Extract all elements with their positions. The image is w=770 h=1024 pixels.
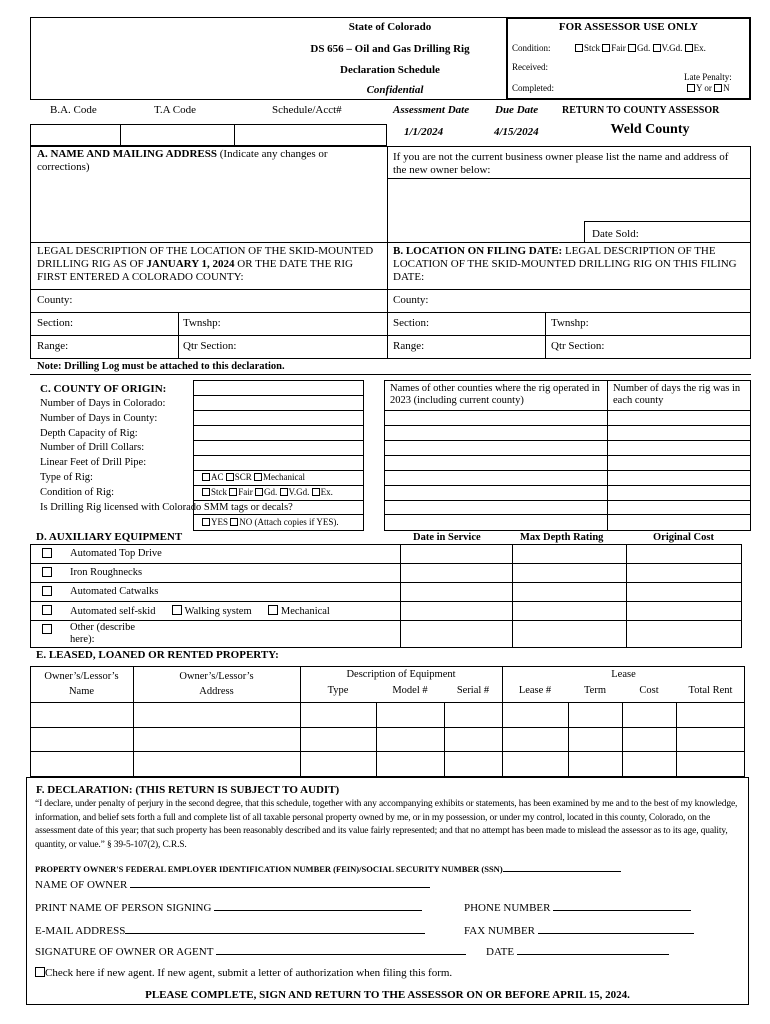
due-date-label: Due Date: [495, 104, 539, 116]
counties-header: Names of other counties where the rig operated in 2023 (including current county): [390, 383, 600, 406]
new-agent-row: Check here if new agent. If new agent, submit a letter of authorization when filing this form.: [35, 967, 452, 979]
section-c-title: C. COUNTY OF ORIGIN:: [40, 383, 167, 395]
aux-other-label: Other (describe here):: [70, 622, 136, 645]
fein-field[interactable]: [503, 862, 621, 872]
rig-ex-checkbox[interactable]: Ex.: [312, 487, 333, 497]
received-label: Received:: [512, 62, 548, 72]
days-in-colorado-label: Number of Days in Colorado:: [40, 398, 166, 409]
assessment-date-value: 1/1/2024: [404, 126, 444, 138]
late-penalty-y-checkbox[interactable]: Y or: [687, 83, 712, 93]
roughnecks-checkbox[interactable]: [42, 567, 52, 577]
section-f-title: F. DECLARATION: (THIS RETURN IS SUBJECT TO AUDIT): [36, 784, 340, 796]
fax-field[interactable]: [538, 924, 694, 934]
date-sold-label: Date Sold:: [592, 228, 639, 240]
rig-gd-checkbox[interactable]: Gd.: [255, 487, 277, 497]
filing-range-label: Range:: [393, 340, 425, 352]
rig-ac-checkbox[interactable]: AC: [202, 472, 224, 482]
declaration-text: “I declare, under penalty of perjury in the second degree, that this schedule, together with any accompanying exhibits or statements, has been examined by me and to the best of my knowledge, information, and belief sets forth a full and complete list of all taxable personal property owned by me, or in my possession, or under my control, located in this county, Colorado, on the assessment date of this year; that such property has been reasonably described and its value fairly represented; and that no attempt has been made to mislead the assessor as to its age, quality, quantity, or value.” § 39-5-107(2), C.R.S.: [35, 799, 738, 850]
section-d-title: D. AUXILIARY EQUIPMENT: [36, 531, 183, 543]
rig-vgd-checkbox[interactable]: V.Gd.: [280, 487, 310, 497]
signature-field[interactable]: [216, 945, 466, 955]
serial-header: Serial #: [456, 685, 490, 696]
aux-catwalks-row[interactable]: [42, 586, 52, 598]
rig-type-options: [202, 472, 305, 482]
date-field[interactable]: [517, 945, 669, 955]
condition-gd-checkbox[interactable]: Gd.: [628, 43, 650, 53]
col-max-depth: Max Depth Rating: [520, 532, 604, 543]
section-a-title: A. NAME AND MAILING ADDRESS (Indicate any changes or corrections): [37, 148, 328, 173]
top-drive-checkbox[interactable]: [42, 548, 52, 558]
term-header: Term: [583, 685, 606, 696]
aux-selfskid-label: Automated self-skid Walking system Mechanical: [70, 606, 330, 617]
filing-section-label: Section:: [393, 317, 430, 329]
lease-no-header: Lease #: [518, 685, 552, 696]
rig-fair-checkbox[interactable]: Fair: [229, 487, 253, 497]
description-header: Description of Equipment: [346, 669, 456, 680]
rig-mechanical-checkbox[interactable]: Mechanical: [254, 472, 305, 482]
model-header: Model #: [392, 685, 428, 696]
section-e-title: E. LEASED, LOANED OR RENTED PROPERTY:: [36, 649, 279, 661]
origin-range-label: Range:: [37, 340, 69, 352]
aux-top-drive-label: Automated Top Drive: [70, 548, 162, 559]
drill-collars-label: Number of Drill Collars:: [40, 442, 145, 454]
fax-label: FAX NUMBER: [464, 924, 694, 937]
print-name-label: PRINT NAME OF PERSON SIGNING: [35, 901, 422, 914]
aux-selfskid-row[interactable]: [42, 605, 52, 617]
rig-stck-checkbox[interactable]: Stck: [202, 487, 227, 497]
email-field[interactable]: [125, 924, 425, 934]
schedule-acct-field[interactable]: [234, 124, 387, 146]
assessor-use-title: FOR ASSESSOR USE ONLY: [558, 21, 699, 33]
smm-options: [202, 517, 339, 527]
return-to-assessor: RETURN TO COUNTY ASSESSOR: [562, 105, 720, 116]
phone-field[interactable]: [553, 901, 691, 911]
col-original-cost: Original Cost: [653, 532, 714, 543]
days-header: Number of days the rig was in each county: [613, 383, 741, 406]
email-label: E-MAIL ADDRESS: [35, 924, 425, 937]
condition-stck-checkbox[interactable]: Stck: [575, 43, 600, 53]
mechanical-checkbox[interactable]: Mechanical: [268, 606, 330, 617]
late-penalty-n-checkbox[interactable]: N: [714, 83, 730, 93]
depth-capacity-label: Depth Capacity of Rig:: [40, 427, 138, 439]
walking-system-checkbox[interactable]: Walking system: [172, 606, 252, 617]
condition-label: Condition:: [512, 43, 551, 53]
smm-question: Is Drilling Rig licensed with Colorado SMM tags or decals?: [40, 501, 293, 513]
legal-left-text: LEGAL DESCRIPTION OF THE LOCATION OF THE SKID-MOUNTED DRILLING RIG AS OF JANUARY 1, 2024 OR THE DATE THE RIG FIRST ENTERED A COLORADO COUNTY:: [37, 245, 374, 283]
ba-code-label: B.A. Code: [50, 104, 97, 116]
aux-other-row[interactable]: [42, 624, 52, 636]
aux-top-drive-row[interactable]: [42, 548, 52, 560]
owner-name-field[interactable]: [130, 878, 430, 888]
smm-no-checkbox[interactable]: NO (Attach copies if YES).: [230, 517, 338, 527]
schedule-title: Declaration Schedule: [340, 64, 440, 76]
cost-header: Cost: [639, 685, 659, 696]
footer-instruction: PLEASE COMPLETE, SIGN AND RETURN TO THE ASSESSOR ON OR BEFORE APRIL 15, 2024.: [145, 989, 630, 1001]
type-of-rig-label: Type of Rig:: [40, 471, 93, 483]
drilling-log-note: Note: Drilling Log must be attached to this declaration.: [37, 361, 285, 372]
fein-label: PROPERTY OWNER'S FEDERAL EMPLOYER IDENTIFICATION NUMBER (FEIN)/SOCIAL SECURITY NUMBER (SSN): [35, 862, 621, 874]
confidential-label: Confidential: [366, 84, 424, 96]
origin-qtr-label: Qtr Section:: [183, 340, 237, 352]
ba-code-field[interactable]: [30, 124, 121, 146]
days-in-county-label: Number of Days in County:: [40, 412, 158, 424]
rig-scr-checkbox[interactable]: SCR: [226, 472, 252, 482]
new-owner-note: If you are not the current business owner please list the name and address of the new owner below:: [393, 151, 729, 176]
owner-name-label: NAME OF OWNER: [35, 878, 430, 891]
aux-roughnecks-row[interactable]: [42, 567, 52, 579]
condition-options: [575, 43, 706, 53]
ta-code-label: T.A Code: [154, 104, 196, 116]
lease-header: Lease: [611, 669, 636, 680]
state-title: State of Colorado: [348, 21, 432, 33]
completed-label: Completed:: [512, 83, 554, 93]
assessment-date-label: Assessment Date: [393, 104, 470, 116]
origin-county-label: County:: [37, 294, 73, 306]
condition-fair-checkbox[interactable]: Fair: [602, 43, 626, 53]
condition-vgd-checkbox[interactable]: V.Gd.: [653, 43, 683, 53]
smm-yes-checkbox[interactable]: YES: [202, 517, 228, 527]
print-name-field[interactable]: [214, 901, 422, 911]
aux-catwalks-label: Automated Catwalks: [70, 586, 159, 597]
condition-of-rig-label: Condition of Rig:: [40, 486, 115, 498]
rig-condition-options: [202, 487, 333, 497]
origin-section-label: Section:: [37, 317, 74, 329]
phone-label: PHONE NUMBER: [464, 901, 691, 914]
ta-code-field[interactable]: [120, 124, 235, 146]
aux-roughnecks-label: Iron Roughnecks: [70, 567, 143, 578]
new-agent-checkbox[interactable]: [35, 967, 45, 977]
drill-pipe-label: Linear Feet of Drill Pipe:: [40, 457, 147, 469]
filing-twnshp-label: Twnshp:: [551, 317, 589, 329]
schedule-acct-label: Schedule/Acct#: [272, 104, 342, 116]
late-penalty-label: Late Penalty:: [684, 72, 732, 82]
col-date-in-service: Date in Service: [413, 532, 481, 543]
total-rent-header: Total Rent: [688, 685, 733, 696]
type-header: Type: [327, 685, 349, 696]
origin-twnshp-label: Twnshp:: [183, 317, 221, 329]
catwalks-checkbox[interactable]: [42, 586, 52, 596]
self-skid-checkbox[interactable]: [42, 605, 52, 615]
late-penalty-yn: [687, 83, 730, 93]
county-name: Weld County: [610, 122, 690, 137]
condition-ex-checkbox[interactable]: Ex.: [685, 43, 706, 53]
date-label: DATE: [486, 945, 669, 958]
owner-name-header: Owner’s/Lessor’s Name: [44, 671, 119, 697]
due-date-value: 4/15/2024: [494, 126, 539, 138]
form-title: DS 656 – Oil and Gas Drilling Rig: [310, 43, 470, 55]
filing-qtr-label: Qtr Section:: [551, 340, 605, 352]
other-checkbox[interactable]: [42, 624, 52, 634]
legal-right-text: B. LOCATION ON FILING DATE: LEGAL DESCRIPTION OF THE LOCATION OF THE SKID-MOUNTED DRILLING RIG ON THIS FILING DATE:: [393, 245, 737, 283]
filing-county-label: County:: [393, 294, 429, 306]
signature-label: SIGNATURE OF OWNER OR AGENT: [35, 945, 466, 958]
owner-address-header: Owner’s/Lessor’s Address: [179, 671, 254, 697]
